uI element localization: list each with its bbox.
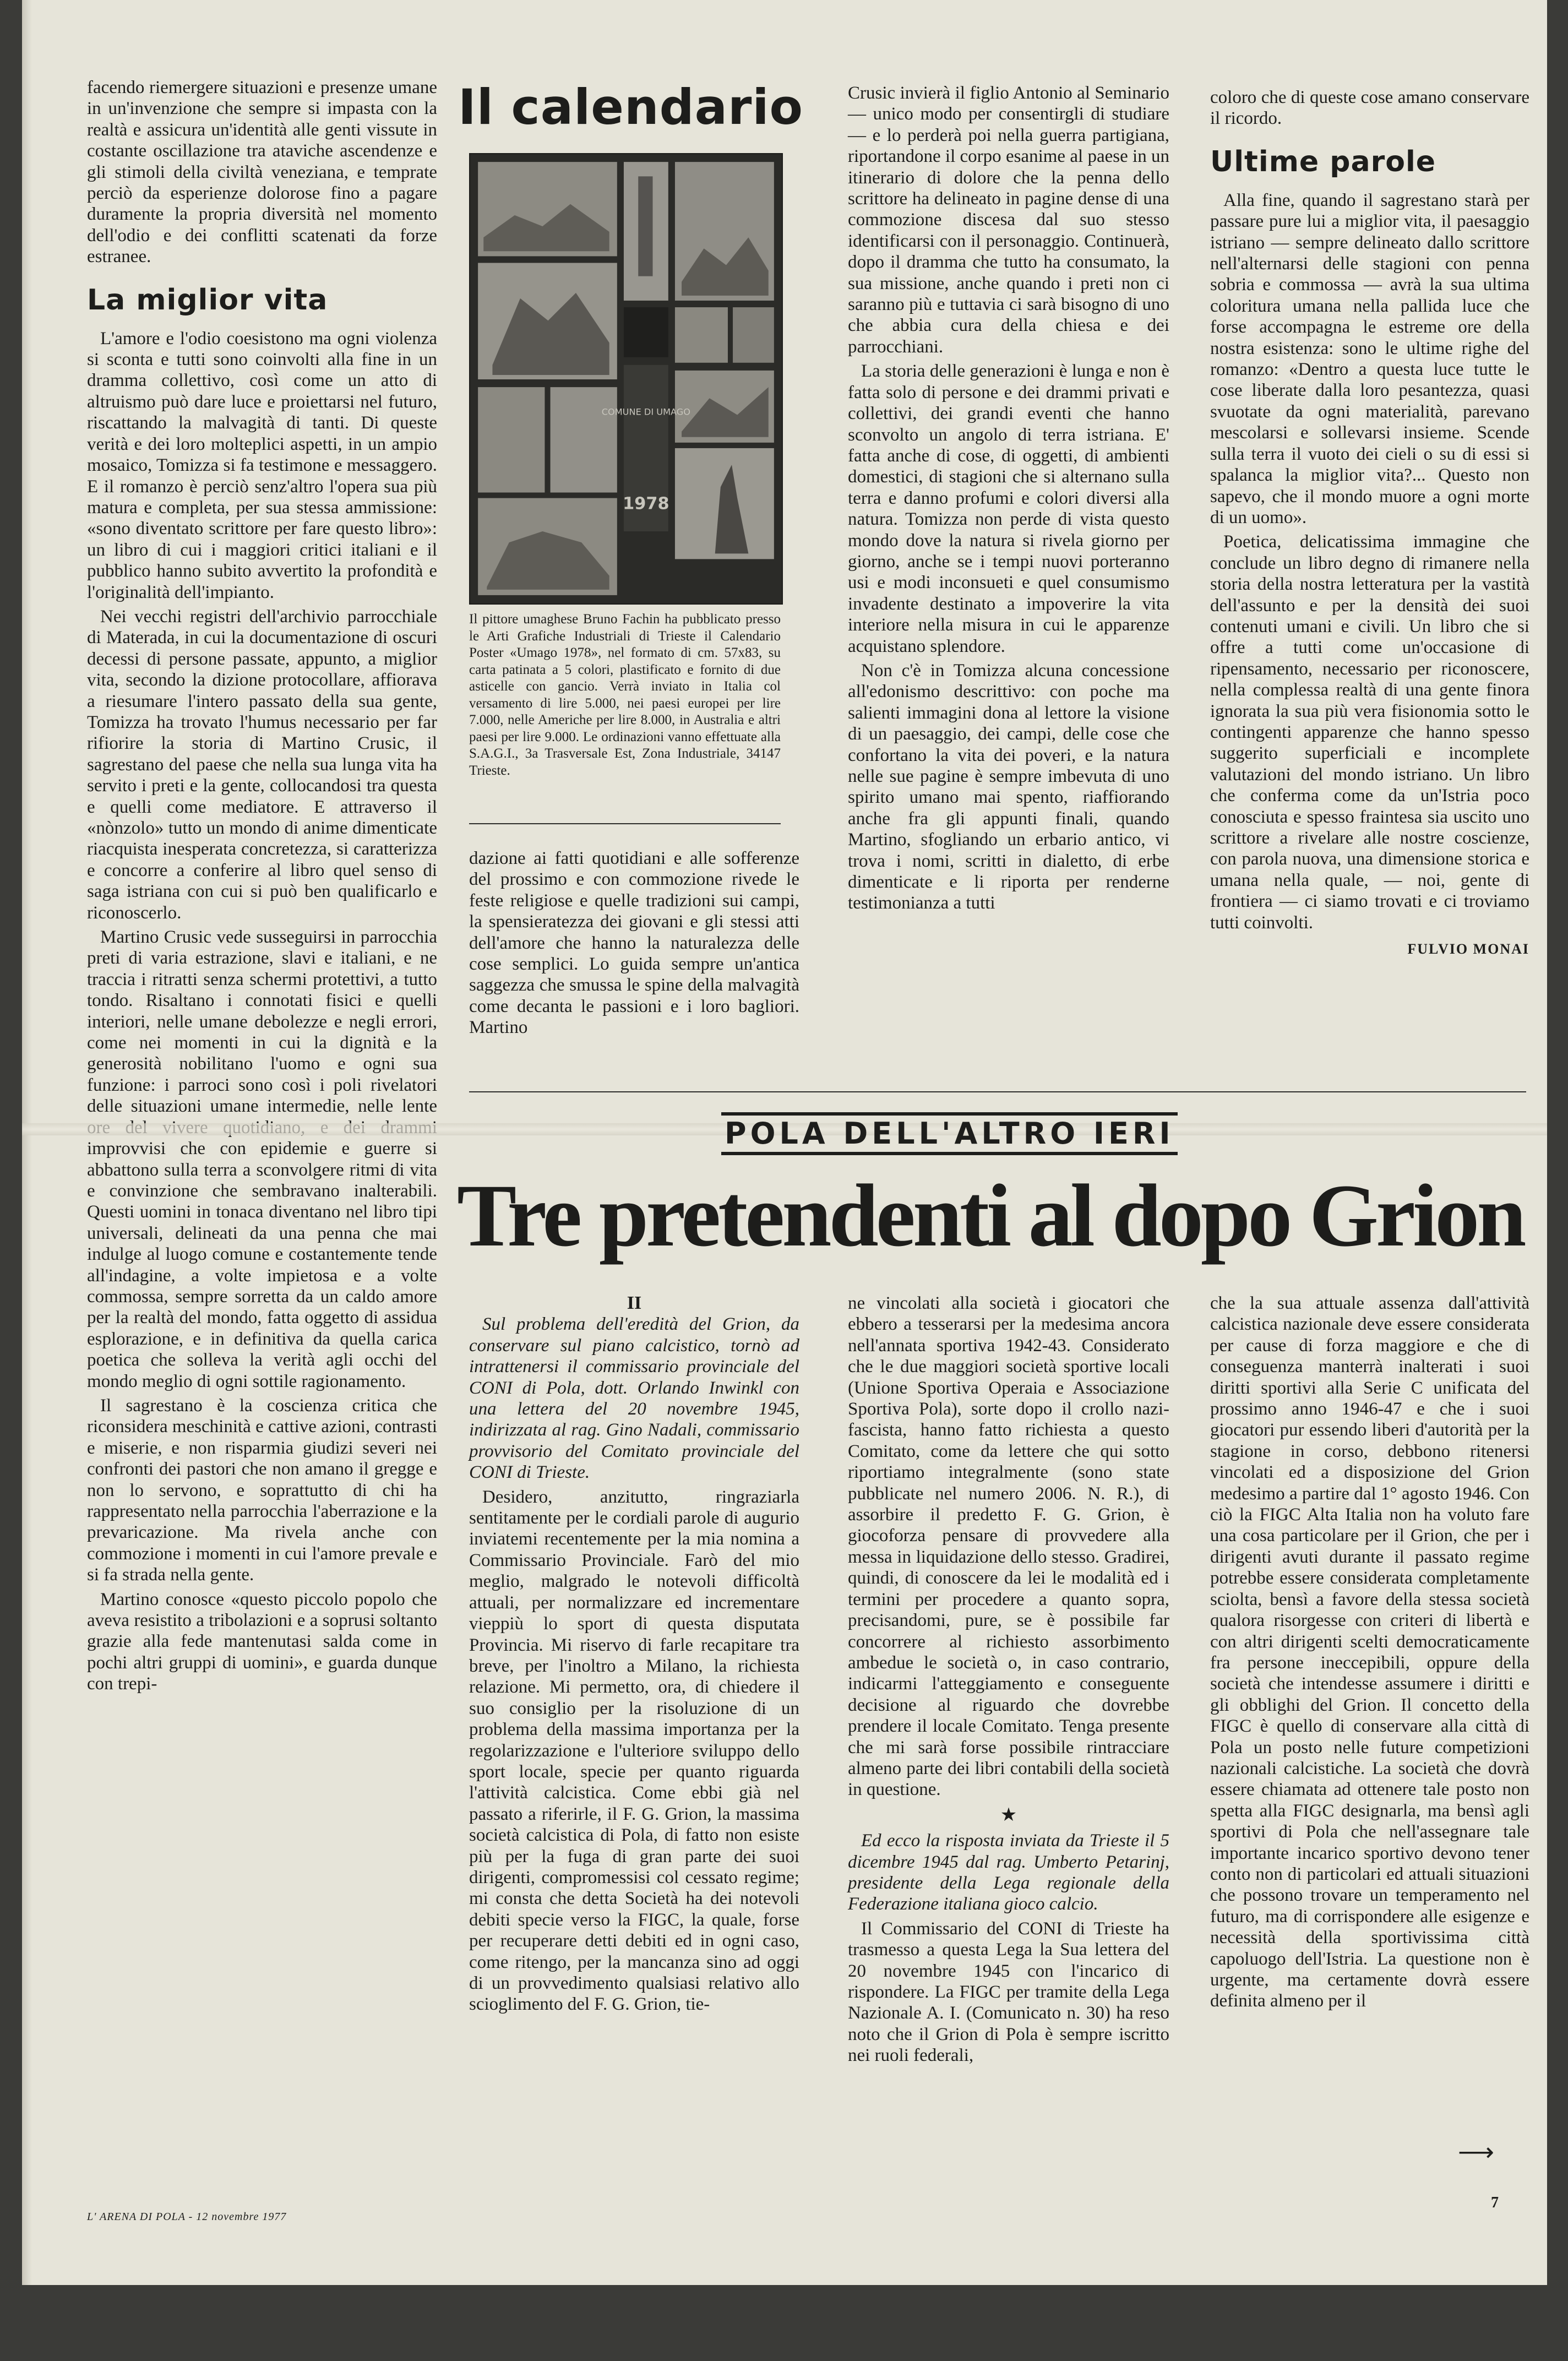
article-headline: Tre pretendenti al dopo Grion (457, 1166, 1524, 1265)
column-3-upper (848, 83, 1169, 917)
calendar-caption: Il pittore umaghese Bruno Fachin ha pubblicato presso le Arti Grafiche Industriali di Trieste il Calendario Poster «Umago 1978», nel formato di cm. 57x83, su carta patinata a 5 colori, plastificato e fornito di due asticelle con gancio. Verrà inviato in Italia col versamento di lire 5.000, nei paesi europei per lire 7.000, nelle Americhe per lire 8.000, in Australia e altri paesi per lire 9.000. Le ordinazioni vanno effettuate alla S.A.G.I., 3a Trasversale Est, Zona Industriale, 34147 Trieste. (469, 612, 781, 778)
article-paragraph: Desidero, anzitutto, ringraziarla sentitamente per le cordiali parole di augurio inviatemi recentemente per la mia nomina a Commissario Provinciale. Farò del mio meglio, malgrado le notevoli difficoltà attuali, per normalizzare ed incrementare vieppiù lo sport di questa disputata Provincia. Mi riservo di farle recapitare tra breve, per l'inoltro a Milano, la richiesta relazione. Mi permetto, ora, di chiedere il suo consiglio per la risoluzione di un problema della massima importanza per la regolarizzazione e l'ulteriore sviluppo dello sport locale, specie per quanto riguarda l'attività calcistica. Come ebbi già nel passato a riferirle, il F. G. Grion, la massima società calcistica di Pola, di fatto non esiste più per la fuga di gran parte dei suoi dirigenti, compromessisi col cessato regime; mi consta che detta Società ha dei notevoli debiti specie verso la FIGC, la quale, forse per recuperare detti debiti ed in ogni caso, come ritengo, per la mancanza sino ad oggi di un provvedimento qualsiasi relativo allo scioglimento del F. G. Grion, tie- (469, 1487, 799, 2015)
article-paragraph: che la sua attuale assenza dall'attività calcistica nazionale deve essere considerata per cause di forza maggiore e che di conseguenza manterrà inalterati i suoi diritti sportivi alla Serie C unificata del prossimo anno 1946-47 e che i suoi giocatori pur essendo liberi d'autorità per la stagione in corso, debbono ritenersi vincolati ed a disposizione del Grion medesimo a partire dal 1° agosto 1946. Con ciò la FIGC Alta Italia non ha voluto fare una cosa particolare per il Grion, che per i dirigenti avuti durante il passato regime potrebbe essere considerata completamente sciolta, bensì a favore della stessa società qualora risorgesse con criteri di libertà e con altri dirigenti scelti democraticamente fra persone ineccepibili, oppure della società che intendesse assumere i diritti e gli obblighi del Grion. Il concetto della FIGC è quello di conservare alla città di Pola un posto nelle future competizioni nazionali calcistiche. La società che dovrà essere chiamata ad ottenere tale posto non spetta alla FIGC designarla, ma bensì agli sportivi di Pola che nell'assegnare tale importante incarico sportivo devono tener conto non di particolari ed attuali situazioni che possono trovare un temperamento nel futuro, ma di corrispondere alle esigenze e necessità della sportivissima città capoluogo dell'Istria. La questione non è urgente, ma certamente dovrà essere definita almeno per il (1210, 1293, 1529, 2011)
continue-arrow-icon: ⟶ (1458, 2138, 1494, 2166)
article-part-number: II (627, 1293, 642, 1313)
column-1-paragraph: Martino conosce «questo piccolo popolo che aveva resistito a tribolazioni e a soprusi soltanto grazie alla fede mantenutasi salda come in pochi altri gruppi di uomini», e guarda dunque con trepi- (87, 1589, 437, 1694)
column-1-paragraph: Il sagrestano è la coscienza critica che riconsidera meschinità e cattive azioni, contrasti e miserie, e non risparmia giudizi severi nei confronti dei pastori che non amano il gregge e non lo servono, e soprattutto di chi ha rappresentato nella parrocchia l'aberrazione e la prevaricazione. Ma rivela anche con commozione i momenti in cui l'amore prevale e si fa strada nella gente. (87, 1395, 437, 1585)
calendar-poster-image (469, 153, 783, 605)
section-kicker: POLA DELL'ALTRO IERI (721, 1112, 1178, 1155)
calendar-title: Il calendario (458, 79, 803, 135)
poster-label-top: COMUNE DI UMAGO (601, 406, 691, 417)
newspaper-page (22, 0, 1547, 2285)
column-1-intro: facendo riemergere situazioni e presenze umane in un'invenzione che sempre si impasta con la realtà e assicura un'identità alle genti vissute in costante oscillazione tra ataviche ascendenze e gli stimoli della civiltà veneziana, e temprate perciò da esperienze dolorose fino a pagare duramente la propria diversità nel momento dell'odio e dei conflitti scatenati da forze estranee. (87, 78, 437, 267)
column-3-paragraph: Crusic invierà il figlio Antonio al Seminario — unico modo per consentirgli di studiare — e lo perderà poi nella guerra partigiana, riportandone il corpo esanime al paese in un itinerario di dolore che la penna dello scrittore ha delineato in pagine dense di una commozione discesa dal suo stesso identificarsi con il personaggio. Continuerà, dopo il dramma che tutto ha consumato, la sua missione, anche quando i preti non ci saranno più e tuttavia ci sarà bisogno di uno che abbia cura della chiesa e dei parrocchiani. (848, 83, 1169, 357)
article-intro: Sul problema dell'eredità del Grion, da conservare sul piano calcistico, tornò ad intrattenersi il commissario provinciale del CONI di Pola, dott. Orlando Inwinkl con una lettera del 20 novembre 1945, indirizzata al rag. Gino Nadali, commissario provvisorio del Comitato provinciale del CONI di Trieste. (469, 1314, 799, 1483)
column-3-paragraph: Non c'è in Tomizza alcuna concessione all'edonismo descrittivo: con poche ma salienti immagini dona al lettore la visione di un paesaggio, dei campi, delle cose che confortano la vita dei poveri, e la natura nelle sue pagine è sempre imbevuta di uno spirito umano mai spento, riaffiorando anche fra gli appunti finali, quando Martino, sfogliando un erbario antico, vi trova i nomi, scritti in dialetto, di erbe dimenticate e li riporta per renderne testimonianza a tutti (848, 660, 1169, 913)
column-4-upper (1210, 87, 1529, 963)
page-number: 7 (1491, 2194, 1499, 2211)
article-italic-note: Ed ecco la risposta inviata da Trieste il 5 dicembre 1945 dal rag. Umberto Petarinj, presidente della Lega regionale della Federazione italiana gioco calcio. (848, 1831, 1169, 1914)
calendar-poster-illustration (470, 154, 782, 603)
article-paragraph: ne vincolati alla società i giocatori che ebbero a tesserarsi per la medesima ancora nell'annata sportiva 1942-43. Considerato che le due maggiori società sportive locali (Unione Sportiva Operaia e Associazione Sportiva Pola), sorte dopo il crollo nazi-fascista, hanno fatto richiesta a questo Comitato, come da lettere che qui sotto riportiamo integralmente (sono state pubblicate nel numero 2006. N. R.), di assorbire il predetto F. G. Grion, è giocoforza pensare di provvedere alla messa in liquidazione dello stesso. Gradirei, quindi, di conoscere da lei le modalità ed i termini per procedere a quanto sopra, precisandomi, pure, se è possibile far concorrere al richiesto assorbimento ambedue le società o, in caso contrario, indicarmi l'atteggiamento e conseguente decisione al riguardo che dovrebbe prendere il locale Comitato. Tenga presente che mi sarà forse possibile rintracciare almeno parte dei libri contabili della società in questione. (848, 1293, 1169, 1800)
column-2-upper (469, 848, 799, 1042)
author-signature: FULVIO MONAI (1407, 941, 1529, 958)
article2-column-4 (1210, 1293, 1529, 2015)
article2-column-2 (469, 1293, 799, 2019)
column-1 (87, 77, 437, 1698)
heading-miglior-vita: La miglior vita (87, 283, 328, 317)
column-3-paragraph: La storia delle generazioni è lunga e non è fatta solo di persone e dei drammi privati e collettivi, dei grandi eventi che hanno sconvolto un angolo di terra istriana. E' fatta anche di cose, di oggetti, di ambienti domestici, di stagioni che si alternano sulla terra e danno profumi e colori diversi alla natura. Tomizza non perde di vista questo mondo dove la natura si rivela giorno per giorno, anche se i tempi nuovi porteranno usi e modi inconsueti e quel consumismo invadente destinato a impoverire la vita interiore nella misura in cui le apparenze acquistano splendore. (848, 361, 1169, 656)
article2-column-3 (848, 1293, 1169, 2070)
column-4-intro: coloro che di queste cose amano conservare il ricordo. (1210, 88, 1529, 129)
calendar-divider (469, 823, 781, 824)
section-divider (469, 1091, 1526, 1092)
heading-ultime-parole: Ultime parole (1210, 145, 1436, 178)
poster-year: 1978 (623, 494, 669, 514)
column-2-paragraph: dazione ai fatti quotidiani e alle sofferenze del prossimo e con commozione rivede le feste religiose e quelle tradizioni sui campi, la spensieratezza dei giovani e gli stessi atti dell'amore che hanno la naturalezza delle cose semplici. Lo guida sempre un'antica saggezza che smussa le spine della malvagità come decanta le passioni e i loro bagliori. Martino (469, 848, 799, 1038)
article-paragraph: Il Commissario del CONI di Trieste ha trasmesso a questa Lega la Sua lettera del 20 novembre 1945 con l'incarico di rispondere. La FIGC per tramite della Lega Nazionale A. I. (Comunicato n. 30) ha reso noto che il Grion di Pola è sempre iscritto nei ruoli federali, (848, 1918, 1169, 2066)
publication-footer: L' ARENA DI POLA - 12 novembre 1977 (87, 2211, 287, 2223)
column-1-paragraph: Martino Crusic vede susseguirsi in parrocchia preti di varia estrazione, slavi e italiani, e ne traccia i ritratti senza schermi protettivi, a tutto tondo. Risaltano i connotati fisici e quelli interiori, nelle umane debolezze e negli errori, come nei momenti in cui la dignità e la generosità nobilitano l'uomo e ogni sua funzione: i parroci sono così i poli rivelatori delle situazioni umane intermedie, nelle lente improvvisi che con epidemie e guerre si abbattono sulla terra a sconvolgere ritmi di vita e convinzione che sembravano inalterabili. Questi uomini in tonaca diventano nel libro tipi universali, delineati da una penna che mai indulge al luogo comune e costantemente tende all'indagine, a volte impietosa e a volte commossa, sempre sorretta da un caldo amore per la realtà del mondo, fatta oggetto di assidua esplorazione, e in definitiva da quella carica poetica che solleva la verità agli occhi del mondo meglio di ogni sottile ragionamento. (87, 927, 437, 1391)
column-1-paragraph: Nei vecchi registri dell'archivio parrocchiale di Materada, in cui la documentazione di oscuri decessi di persone passate, appunto, a miglior vita, secondo la dizione protocollare, affiorava a riesumare l'intero passato della sua gente, Tomizza ha trovato l'humus necessario per far rifiorire la storia di Martino Crusic, il sagrestano del paese che nella sua lunga vita ha servito i preti e la gente, collocandosi tra questa e quelli come mediatore. E attraverso il «nònzolo» tutto un mondo di anime dimenticate riacquista inesperata concretezza, si caratterizza e concorre a conferire al libro quel senso di saga istriana con cui si può ben qualificarlo e riconoscerlo. (87, 606, 437, 923)
column-4-paragraph: Alla fine, quando il sagrestano starà per passare pure lui a miglior vita, il paesaggio istriano — sempre delineato dallo scrittore nell'alternarsi delle stagioni con penna sobria e commossa — avrà la sua ultima coloritura umana nella pallida luce che forse accompagna le estreme ore della nostra esistenza: sono le ultime righe del romanzo: «Dentro a questa luce tutte le cose liberate dalla loro pesantezza, quasi svuotate da ogni materialità, parevano mescolarsi e sollevarsi insieme. Scende sulla terra il vuoto dei cieli o su di essi si spalanca la miglior vita?... Questo non sapevo, che il mondo muore a ogni morte di un uomo». (1210, 190, 1529, 527)
page-edge-shadow (22, 0, 32, 2285)
column-4-paragraph: Poetica, delicatissima immagine che conclude un libro degno di rimanere nella storia della nostra letteratura per la vastità dell'assunto e per la densità dei suoi contenuti umani e civili. Un libro che si offre a tutti come un'occasione di ripensamento, necessario per riconoscere, nella complessa realtà di una gente finora ignorata la sua più vera fisionomia sotto le contingenti apparenze che hanno spesso suggerito superficiali e incomplete valutazioni del mondo istriano. Un libro che conferma come da un'Istria poco conosciuta e spesso fraintesa sia uscito uno scrittore a rivelare alle nostre coscienze, con parola nuova, una dimensione storica e umana nella quale, — noi, gente di frontiera — ci siamo trovati e ci troviamo tutti coinvolti. (1210, 532, 1529, 933)
star-separator: ★ (1000, 1804, 1017, 1825)
column-1-paragraph: L'amore e l'odio coesistono ma ogni violenza si sconta e tutti sono coinvolti alla fine in un dramma collettivo, così come un atto di altruismo può dare luce e proiettarsi nel futuro, riscattando la malvagità di tanti. Di queste verità e dei loro molteplici aspetti, in un ampio mosaico, Tomizza si fa testimone e messaggero. E il romanzo è perciò senz'altro l'opera sua più matura e completa, per sua stessa ammissione: «sono diventato scrittore per fare questo libro»: un libro di cui i maggiori critici italiani e il pubblico hanno subito avvertito la profondità e l'originalità dell'impianto. (87, 328, 437, 602)
